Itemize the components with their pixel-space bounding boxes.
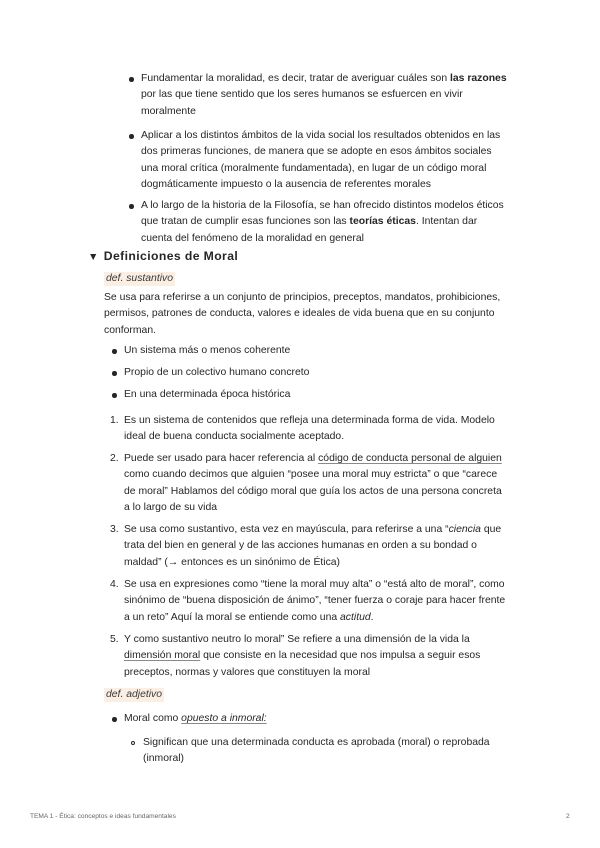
list-number: 1. bbox=[110, 415, 119, 426]
def-adjetivo-tag: def. adjetivo bbox=[106, 689, 163, 700]
list-item: En una determinada época histórica bbox=[124, 389, 291, 400]
list-item: Propio de un colectivo humano concreto bbox=[124, 367, 310, 378]
numbered-item-2: Puede ser usado para hacer referencia al código de conducta personal de alguien como cuando decimos que alguien “posee una moral muy estricta” o que “carece de moral” Hablamos del código moral que guía los actos de una persona concreta a lo largo de su vida bbox=[124, 453, 502, 513]
bullet-marker bbox=[129, 77, 134, 82]
sub-bullet-marker bbox=[131, 741, 135, 745]
section-heading-toggle[interactable] bbox=[88, 249, 238, 263]
numbered-item-4: Se usa en expresiones como “tiene la moral muy alta” o “está alto de moral”, como sinónimo de “buena disposición de ánimo”, “tener fuerza o coraje para hacer frente a un reto” Aquí la moral se entiende como una actitud. bbox=[124, 579, 506, 623]
page-number: 2 bbox=[566, 813, 570, 820]
numbered-item-1: Es un sistema de contenidos que refleja una determinada forma de vida. Modelo ideal de buena conducta socialmente aceptado. bbox=[124, 415, 495, 443]
triangle-down-icon: ▼ bbox=[88, 251, 99, 263]
bullet-marker bbox=[112, 717, 117, 722]
list-item: Moral como opuesto a inmoral: bbox=[124, 713, 267, 724]
sub-list-item: Significan que una determinada conducta es aprobada (moral) o reprobada (inmoral) bbox=[143, 737, 490, 765]
intro-bullet-2: Aplicar a los distintos ámbitos de la vida social los resultados obtenidos en las dos primeras funciones, de manera que se adopte en esos ámbitos sociales una moral crítica (moralmente fundamentada), en lugar de un código moral dogmáticamente impuesto o la ausencia de referentes morales bbox=[141, 130, 501, 190]
list-number: 4. bbox=[110, 579, 119, 590]
numbered-item-3: Se usa como sustantivo, esta vez en mayúscula, para referirse a una “ciencia que trata del bien en general y de las acciones humanas en orden a su bondad o maldad” (→ entonces es un sinónimo de Ética) bbox=[124, 524, 502, 568]
bullet-marker bbox=[112, 349, 117, 354]
def-sustantivo-paragraph: Se usa para referirse a un conjunto de principios, preceptos, mandatos, prohibiciones, permisos, patrones de conducta, valores e ideales de vida buena que en su conjunto conforman. bbox=[104, 292, 501, 336]
intro-bullet-3: A lo largo de la historia de la Filosofía, se han ofrecido distintos modelos éticos que tratan de cumplir esas funciones son las teorías éticas. Intentan dar cuenta del fenómeno de la moralidad en general bbox=[141, 200, 504, 244]
bullet-marker bbox=[129, 204, 134, 209]
bullet-marker bbox=[129, 134, 134, 139]
section-heading-text: Definiciones de Moral bbox=[103, 249, 239, 263]
bullet-marker bbox=[112, 393, 117, 398]
def-sustantivo-tag: def. sustantivo bbox=[106, 273, 174, 284]
list-item: Un sistema más o menos coherente bbox=[124, 345, 291, 356]
footer-title: TEMA 1 - Ética: conceptos e ideas fundamentales bbox=[30, 813, 176, 820]
list-number: 3. bbox=[110, 524, 119, 535]
intro-bullet-1: Fundamentar la moralidad, es decir, tratar de averiguar cuáles son las razones por las que tiene sentido que los seres humanos se esfuercen en vivir moralmente bbox=[141, 73, 507, 117]
numbered-item-5: Y como sustantivo neutro lo moral” Se refiere a una dimensión de la vida la dimensión moral que consiste en la necesidad que nos impulsa a seguir esos preceptos, normas y valores que constituyen la moral bbox=[124, 634, 481, 678]
bullet-marker bbox=[112, 371, 117, 376]
list-number: 2. bbox=[110, 453, 119, 464]
list-number: 5. bbox=[110, 634, 119, 645]
